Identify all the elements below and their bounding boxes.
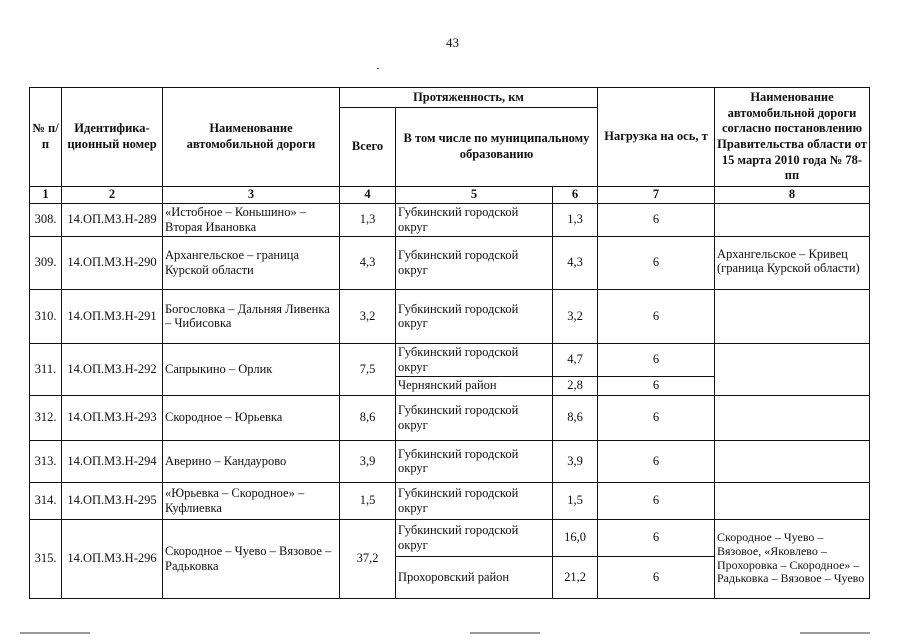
road-id: 14.ОП.МЗ.Н-296 xyxy=(62,519,163,598)
road-total-km: 1,3 xyxy=(340,203,396,236)
decree-name xyxy=(715,395,870,440)
row-number: 309. xyxy=(30,236,62,289)
table-row xyxy=(30,440,870,482)
municipality: Губкинский городской округ xyxy=(396,395,553,440)
column-number: 8 xyxy=(715,187,870,204)
axle-load: 6 xyxy=(598,376,715,395)
municipality: Губкинский городской округ xyxy=(396,519,553,556)
municipality-km: 8,6 xyxy=(553,395,598,440)
column-numbers-row xyxy=(30,187,870,204)
table-row xyxy=(30,236,870,289)
decree-name xyxy=(715,343,870,395)
road-name: Сапрыкино – Орлик xyxy=(163,343,340,395)
road-total-km: 37,2 xyxy=(340,519,396,598)
municipality-km: 3,2 xyxy=(553,289,598,343)
header-included: В том числе по муниципальному образованию xyxy=(396,108,598,187)
axle-load: 6 xyxy=(598,556,715,598)
table-row xyxy=(30,203,870,236)
header-load: Нагрузка на ось, т xyxy=(598,88,715,187)
municipality-km: 2,8 xyxy=(553,376,598,395)
road-id: 14.ОП.МЗ.Н-291 xyxy=(62,289,163,343)
road-name: Скородное – Юрьевка xyxy=(163,395,340,440)
road-name: Богословка – Дальняя Ливенка – Чибисовка xyxy=(163,289,340,343)
road-id: 14.ОП.МЗ.Н-289 xyxy=(62,203,163,236)
column-number: 1 xyxy=(30,187,62,204)
row-number: 312. xyxy=(30,395,62,440)
road-id: 14.ОП.МЗ.Н-294 xyxy=(62,440,163,482)
table-row xyxy=(30,289,870,343)
row-number: 310. xyxy=(30,289,62,343)
road-total-km: 3,9 xyxy=(340,440,396,482)
row-number: 314. xyxy=(30,482,62,519)
road-id: 14.ОП.МЗ.Н-290 xyxy=(62,236,163,289)
road-id: 14.ОП.МЗ.Н-295 xyxy=(62,482,163,519)
municipality-km: 1,3 xyxy=(553,203,598,236)
header-total: Всего xyxy=(340,108,396,187)
column-number: 7 xyxy=(598,187,715,204)
scan-edge-mark xyxy=(20,632,90,634)
scan-edge-mark xyxy=(800,632,870,634)
municipality: Губкинский городской округ xyxy=(396,236,553,289)
decree-name xyxy=(715,440,870,482)
column-number: 2 xyxy=(62,187,163,204)
road-total-km: 4,3 xyxy=(340,236,396,289)
table-row xyxy=(30,343,870,376)
page-number: 43 xyxy=(446,35,459,50)
road-name: Аверино – Кандаурово xyxy=(163,440,340,482)
decree-name xyxy=(715,482,870,519)
road-id: 14.ОП.МЗ.Н-293 xyxy=(62,395,163,440)
municipality: Губкинский городской округ xyxy=(396,440,553,482)
table-row xyxy=(30,519,870,556)
row-number: 308. xyxy=(30,203,62,236)
axle-load: 6 xyxy=(598,395,715,440)
axle-load: 6 xyxy=(598,482,715,519)
header-decree: Наименование автомобильной дороги согласно постановлению Правительства области от 15 марта 2010 года № 78-пп xyxy=(715,88,870,187)
decree-name xyxy=(715,203,870,236)
road-name: Архангельское – граница Курской области xyxy=(163,236,340,289)
axle-load: 6 xyxy=(598,343,715,376)
roads-table xyxy=(29,87,870,599)
road-name: «Юрьевка – Скородное» – Куфлиевка xyxy=(163,482,340,519)
column-number: 5 xyxy=(396,187,553,204)
column-number: 4 xyxy=(340,187,396,204)
row-number: 315. xyxy=(30,519,62,598)
axle-load: 6 xyxy=(598,289,715,343)
table-row xyxy=(30,482,870,519)
decree-name xyxy=(715,289,870,343)
axle-load: 6 xyxy=(598,203,715,236)
column-number: 3 xyxy=(163,187,340,204)
axle-load: 6 xyxy=(598,440,715,482)
municipality-km: 16,0 xyxy=(553,519,598,556)
municipality: Губкинский городской округ xyxy=(396,482,553,519)
decree-name: Архангельское – Кривец (граница Курской области) xyxy=(715,236,870,289)
municipality: Чернянский район xyxy=(396,376,553,395)
axle-load: 6 xyxy=(598,236,715,289)
road-total-km: 8,6 xyxy=(340,395,396,440)
road-total-km: 1,5 xyxy=(340,482,396,519)
road-id: 14.ОП.МЗ.Н-292 xyxy=(62,343,163,395)
header-name: Наименование автомобильной дороги xyxy=(163,88,340,187)
municipality: Прохоровский район xyxy=(396,556,553,598)
road-total-km: 3,2 xyxy=(340,289,396,343)
scan-edge-mark xyxy=(470,632,540,634)
road-name: «Истобное – Коньшино» – Вторая Ивановка xyxy=(163,203,340,236)
header-id: Идентифика-ционный номер xyxy=(62,88,163,187)
row-number: 313. xyxy=(30,440,62,482)
municipality-km: 21,2 xyxy=(553,556,598,598)
column-number: 6 xyxy=(553,187,598,204)
road-name: Скородное – Чуево – Вязовое – Радьковка xyxy=(163,519,340,598)
decree-name: Скородное – Чуево – Вязовое, «Яковлево – Прохоровка – Скородное» – Радьковка – Вязовое – Чуево xyxy=(715,519,870,598)
municipality-km: 3,9 xyxy=(553,440,598,482)
road-total-km: 7,5 xyxy=(340,343,396,395)
municipality-km: 4,3 xyxy=(553,236,598,289)
axle-load: 6 xyxy=(598,519,715,556)
table-row xyxy=(30,395,870,440)
municipality-km: 4,7 xyxy=(553,343,598,376)
municipality: Губкинский городской округ xyxy=(396,203,553,236)
scan-speck xyxy=(377,68,379,69)
municipality: Губкинский городской округ xyxy=(396,343,553,376)
row-number: 311. xyxy=(30,343,62,395)
municipality: Губкинский городской округ xyxy=(396,289,553,343)
header-length: Протяженность, км xyxy=(340,88,598,108)
header-no: № п/п xyxy=(30,88,62,187)
municipality-km: 1,5 xyxy=(553,482,598,519)
